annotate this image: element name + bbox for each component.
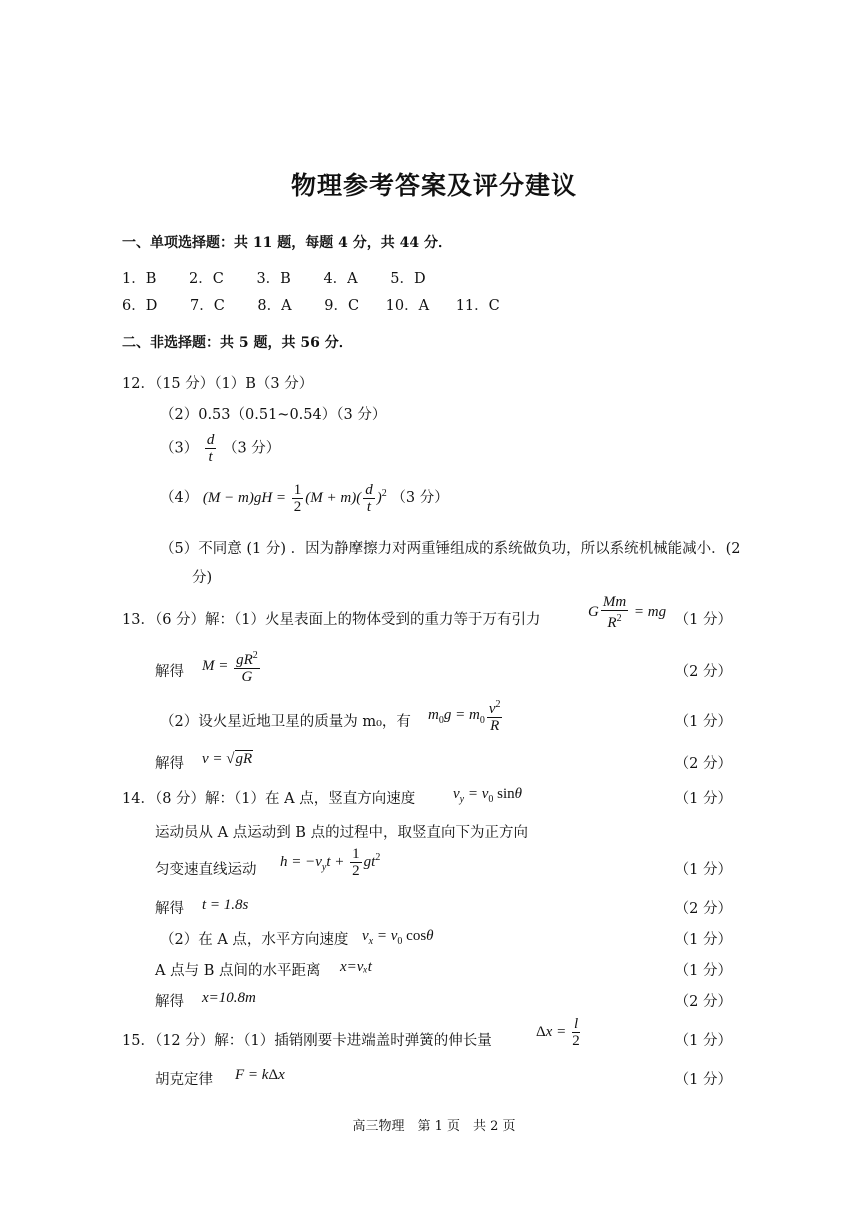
q13-solve-label-2: 解得 <box>155 756 184 772</box>
q14-line2: 运动员从 A 点运动到 B 点的过程中，取竖直向下为正方向 <box>155 825 529 841</box>
gravity-equation: G $\frac{Mm}{R^2}$ = mg <box>588 594 667 631</box>
q15-score-2: （1 分） <box>674 1072 732 1088</box>
hooke-law-equation: F = kΔx <box>235 1067 285 1083</box>
mass-result: M = $\frac{gR^2}{G}$ <box>202 650 258 685</box>
q13-solve-label-1: 解得 <box>155 664 184 680</box>
q14-score-2: （1 分） <box>674 862 732 878</box>
distance-result: x=10.8m <box>202 990 256 1006</box>
q15-score-1: （1 分） <box>674 1033 732 1049</box>
q15-line2: 胡克定律 <box>155 1072 213 1088</box>
velocity-result: v = √gR <box>202 751 253 767</box>
mc-answer: 4．A <box>323 271 358 287</box>
q14-solve-label-1: 解得 <box>155 901 184 917</box>
distance-equation: x=vₓt <box>340 959 372 975</box>
mc-answer: 8．A <box>257 298 292 314</box>
q14-part2: （2）在 A 点，水平方向速度 <box>160 932 349 948</box>
q14-line3: 匀变速直线运动 <box>155 862 257 878</box>
page-title: 物理参考答案及评分建议 <box>290 171 577 200</box>
page-footer: 高三物理 第 1 页 共 2 页 <box>352 1119 516 1134</box>
q12-part2: （2）0.53（0.51~0.54）（3 分） <box>160 407 387 423</box>
q12-heading: 12．（15 分）（1）B（3 分） <box>122 376 314 392</box>
q14-line6: A 点与 B 点间的水平距离 <box>155 963 321 979</box>
time-result: t = 1.8s <box>202 897 249 913</box>
mc-answer: 5．D <box>390 271 426 287</box>
section-1-heading: 一、单项选择题：共 11 题，每题 4 分，共 44 分． <box>122 235 452 251</box>
q14-heading: 14．（8 分）解：（1）在 A 点，竖直方向速度 <box>122 791 416 807</box>
mc-answers-row-2 <box>122 294 500 315</box>
q13-heading: 13．（6 分）解：（1）火星表面上的物体受到的重力等于万有引力 <box>122 612 541 628</box>
q14-score-1: （1 分） <box>674 791 732 807</box>
q13-score-2: （2 分） <box>674 664 732 680</box>
horizontal-velocity-equation: $v_x = v_0$ cosθ <box>362 928 434 947</box>
q12-part5-line1: （5）不同意 (1 分) ．因为静摩擦力对两重锤组成的系统做负功，所以系统机械能减小．(2 <box>160 541 741 557</box>
satellite-equation: $m_0g = m_0$ $\frac{v^2}{R}$ <box>428 699 501 734</box>
mc-answer: 1．B <box>122 271 157 287</box>
extension-equation: Δx = $\frac{l}{2}$ <box>536 1016 580 1049</box>
energy-equation: (M − m)gH = $\frac{1}{2}$ (M + m)( $\frac{d}{t}$ )$^2$ <box>202 482 387 515</box>
q13-score-1: （1 分） <box>674 612 732 628</box>
mc-answer: 7．C <box>189 298 225 314</box>
mc-answer: 11．C <box>455 298 500 314</box>
q14-score-5: （1 分） <box>674 963 732 979</box>
part-label: （4） <box>160 489 199 506</box>
vertical-velocity-equation: $v_y = v_0$ sinθ <box>453 786 523 805</box>
q12-part5-line2: 分) <box>192 570 213 586</box>
q14-solve-label-2: 解得 <box>155 994 184 1010</box>
formula-d-over-t: $\frac{d}{t}$ <box>206 432 215 465</box>
q13-score-3: （1 分） <box>674 714 732 730</box>
mc-answer: 6．D <box>122 298 158 314</box>
mc-answer: 10．A <box>385 298 430 314</box>
mc-answer: 3．B <box>256 271 291 287</box>
score: （3 分） <box>222 440 281 457</box>
q14-score-4: （1 分） <box>674 932 732 948</box>
q12-part4 <box>160 482 449 515</box>
q13-part2: （2）设火星近地卫星的质量为 m₀，有 <box>160 714 411 730</box>
q14-score-6: （2 分） <box>674 994 732 1010</box>
displacement-equation: $h = -v_yt$ + $\frac{1}{2}$ $gt^2$ <box>280 846 381 879</box>
q14-score-3: （2 分） <box>674 901 732 917</box>
q12-part3 <box>160 432 280 465</box>
mc-answer: 9．C <box>324 298 360 314</box>
mc-answers-row-1 <box>122 267 426 288</box>
score: （3 分） <box>391 489 449 506</box>
mc-answer: 2．C <box>189 271 224 287</box>
q15-heading: 15．（12 分）解：（1）插销刚要卡进端盖时弹簧的伸长量 <box>122 1033 492 1049</box>
section-2-heading: 二、非选择题：共 5 题，共 56 分． <box>122 335 353 351</box>
q13-score-4: （2 分） <box>674 756 732 772</box>
part-label: （3） <box>160 440 199 457</box>
